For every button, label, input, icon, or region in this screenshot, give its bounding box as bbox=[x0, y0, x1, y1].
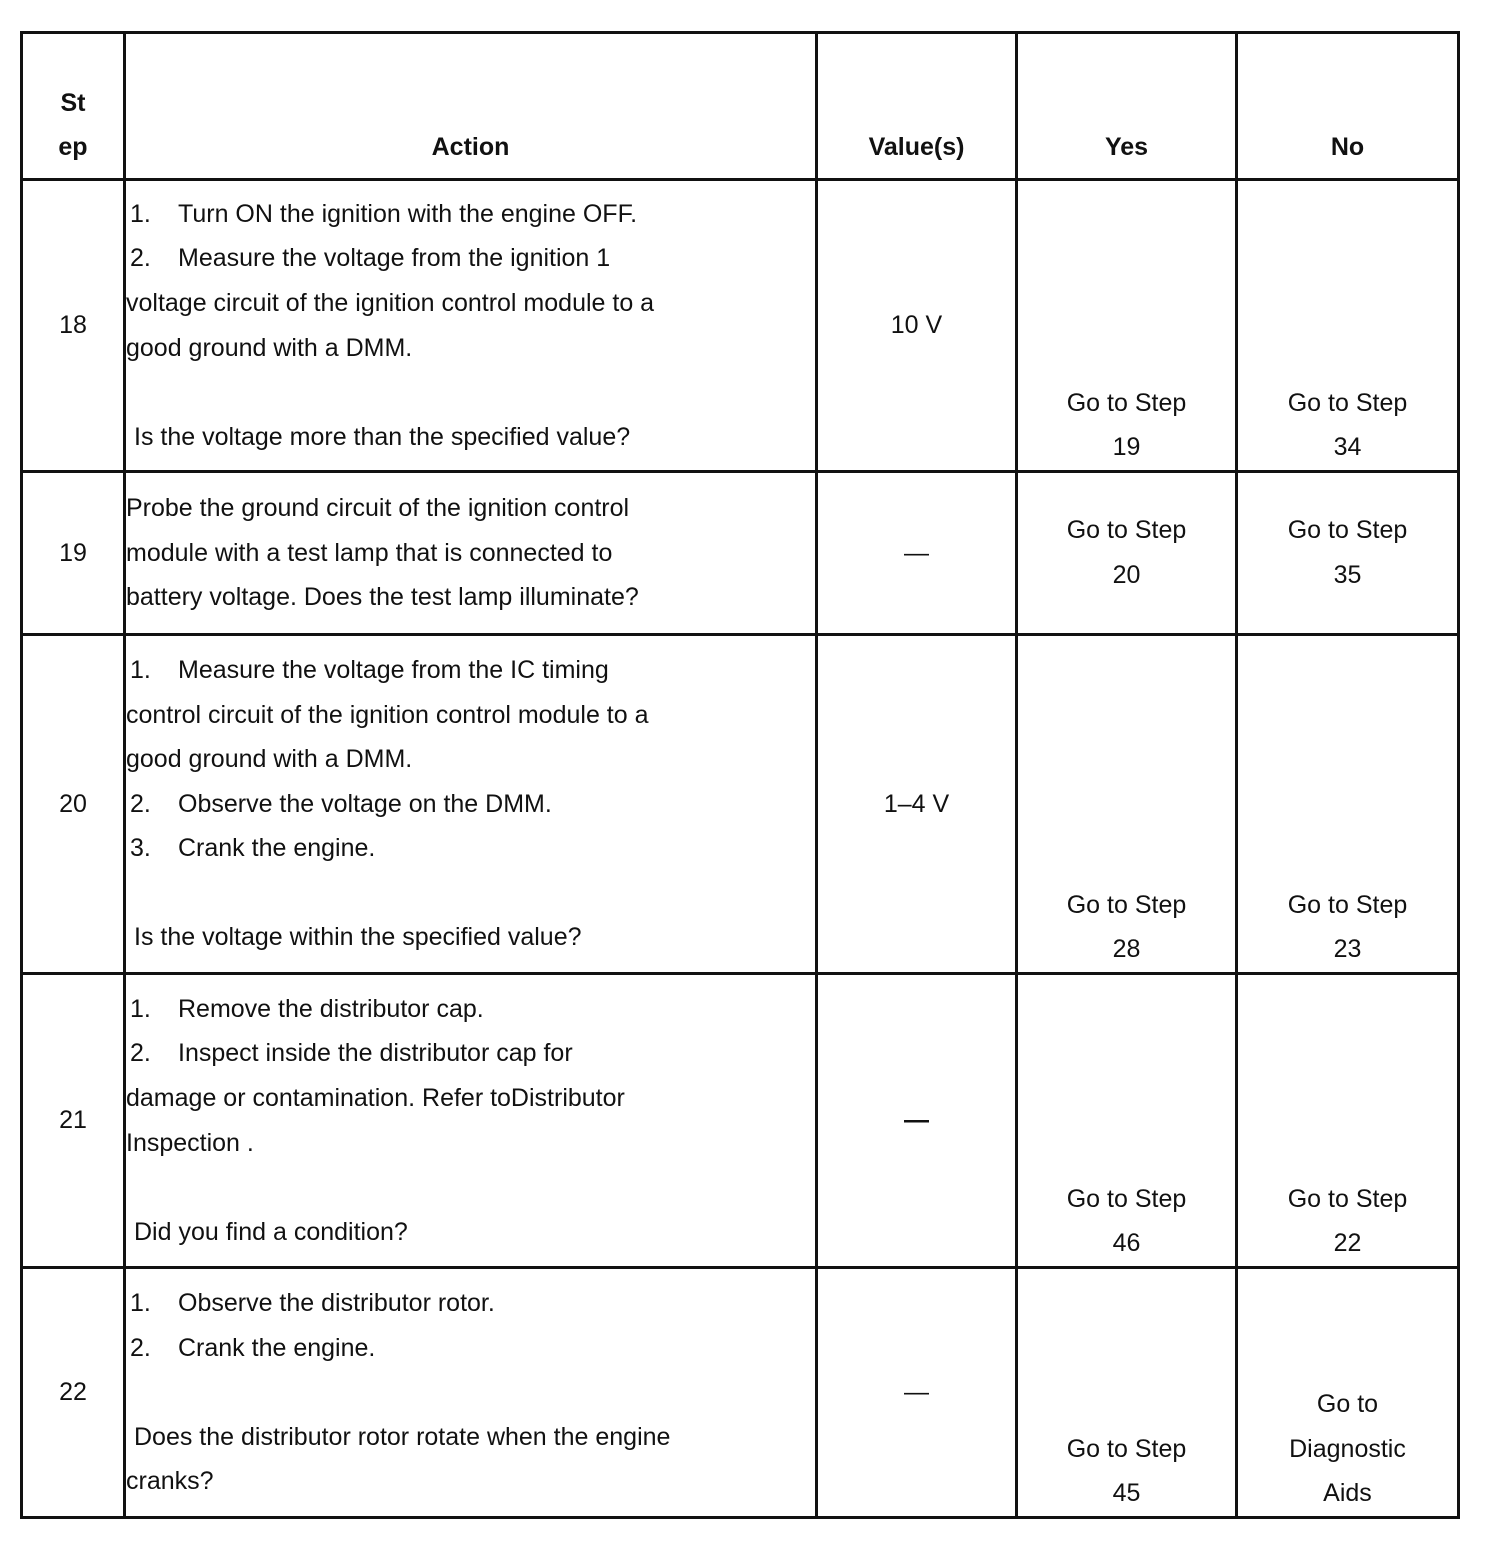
action-cell: 1. Remove the distributor cap. 2. Inspect inside the distributor cap for damage or contamination. Refer toDistributor Inspection . Did you find a condition? bbox=[125, 974, 817, 1268]
table-row-18 bbox=[22, 180, 1459, 472]
action-cell: 1. Observe the distributor rotor. 2. Crank the engine. Does the distributor rotor rotate when the engine cranks? bbox=[125, 1268, 817, 1518]
yes-cell: Go to Step 19 bbox=[1017, 180, 1237, 472]
header-step: St ep bbox=[22, 33, 125, 180]
value-cell: — bbox=[817, 1268, 1017, 1518]
table-row-19 bbox=[22, 472, 1459, 635]
value-cell: — bbox=[817, 974, 1017, 1268]
header-yes: Yes bbox=[1017, 33, 1237, 180]
step-number: 18 bbox=[22, 180, 125, 472]
header-action: Action bbox=[125, 33, 817, 180]
step-number: 21 bbox=[22, 974, 125, 1268]
diagnostic-table bbox=[20, 31, 1460, 1519]
yes-cell: Go to Step 28 bbox=[1017, 635, 1237, 974]
yes-cell: Go to Step 45 bbox=[1017, 1268, 1237, 1518]
step-number: 19 bbox=[22, 472, 125, 635]
action-cell: 1. Measure the voltage from the IC timing control circuit of the ignition control module to a good ground with a DMM. 2. Observe the voltage on the DMM. 3. Crank the engine. Is the voltage within the specified value? bbox=[125, 635, 817, 974]
table-row-20 bbox=[22, 635, 1459, 974]
header-no: No bbox=[1237, 33, 1459, 180]
no-cell: Go to Step 22 bbox=[1237, 974, 1459, 1268]
no-cell: Go to Step 23 bbox=[1237, 635, 1459, 974]
value-cell: 1–4 V bbox=[817, 635, 1017, 974]
action-cell: Probe the ground circuit of the ignition control module with a test lamp that is connected to battery voltage. Does the test lamp illuminate? bbox=[125, 472, 817, 635]
step-number: 22 bbox=[22, 1268, 125, 1518]
yes-cell: Go to Step 20 bbox=[1017, 472, 1237, 635]
header-values: Value(s) bbox=[817, 33, 1017, 180]
table-row-21 bbox=[22, 974, 1459, 1268]
no-cell: Go to Step 35 bbox=[1237, 472, 1459, 635]
value-cell: — bbox=[817, 472, 1017, 635]
action-cell: 1. Turn ON the ignition with the engine OFF. 2. Measure the voltage from the ignition 1 voltage circuit of the ignition control module to a good ground with a DMM. Is the voltage more than the specified value? bbox=[125, 180, 817, 472]
table-row-22 bbox=[22, 1268, 1459, 1518]
no-cell: Go to Step 34 bbox=[1237, 180, 1459, 472]
header-row bbox=[22, 33, 1459, 180]
value-cell: 10 V bbox=[817, 180, 1017, 472]
step-number: 20 bbox=[22, 635, 125, 974]
no-cell: Go to Diagnostic Aids bbox=[1237, 1268, 1459, 1518]
yes-cell: Go to Step 46 bbox=[1017, 974, 1237, 1268]
